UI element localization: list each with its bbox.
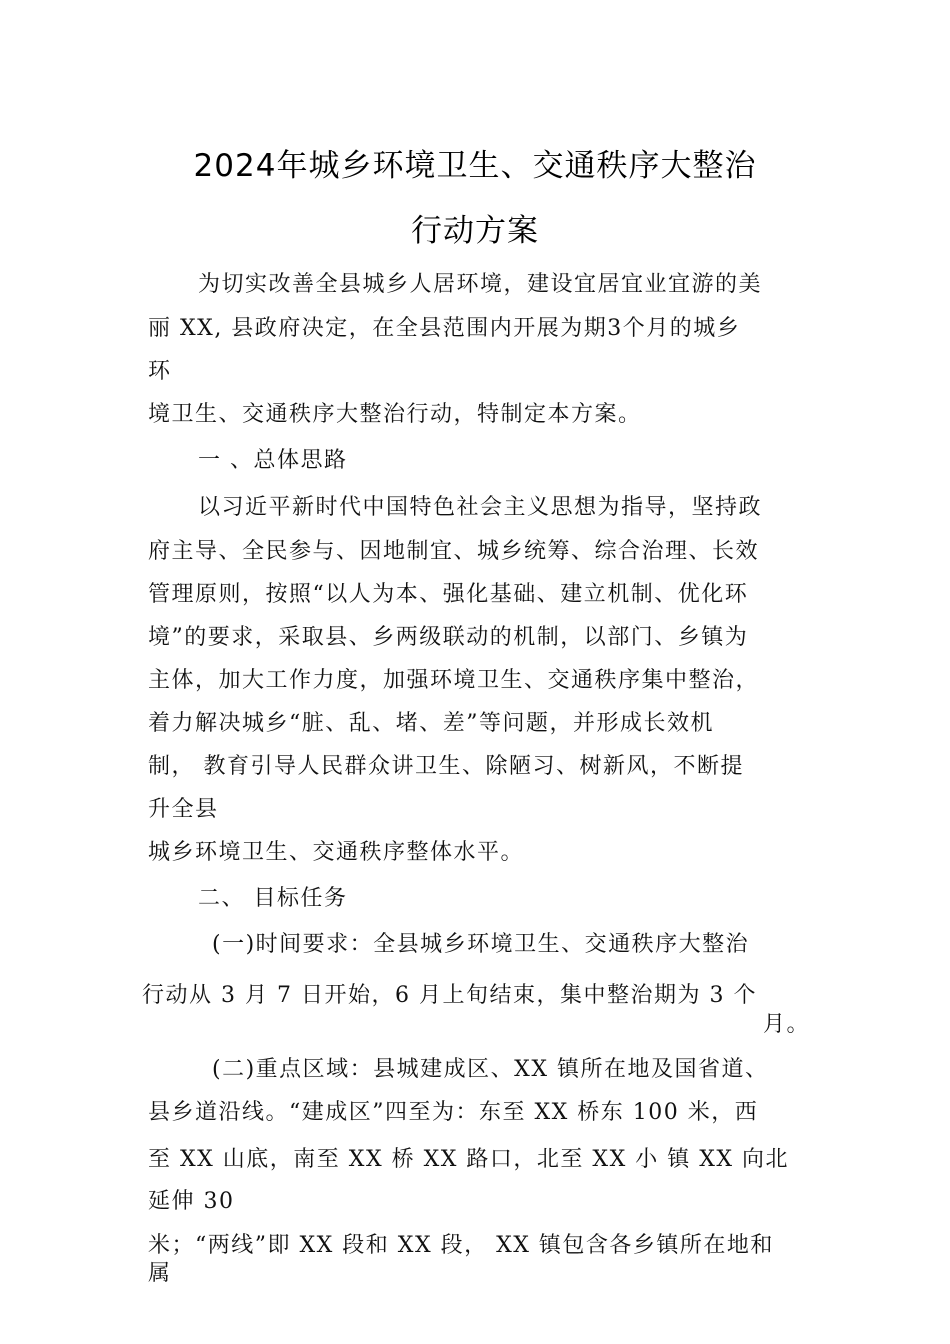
body-line: 境卫生、交通秩序大整治行动，特制定本方案。 xyxy=(148,402,642,427)
body-line: 境”的要求，采取县、乡两级联动的机制，以部门、乡镇为 xyxy=(148,625,749,650)
document-title-line-2: 行动方案 xyxy=(411,213,539,249)
body-line: 管理原则，按照“以人为本、强化基础、建立机制、优化环 xyxy=(148,582,749,607)
body-line: 米；“两线”即 XX 段和 XX 段， XX 镇包含各乡镇所在地和 xyxy=(148,1233,774,1258)
body-line: 着力解决城乡“脏、乱、堵、差”等问题，并形成长效机 xyxy=(148,711,714,736)
body-line: (一)时间要求：全县城乡环境卫生、交通秩序大整治 xyxy=(212,932,750,957)
body-line: 行动从 3 月 7 日开始，6 月上旬结束，集中整治期为 3 个 xyxy=(142,983,757,1008)
body-line: 月。 xyxy=(763,1012,811,1037)
body-line: 以习近平新时代中国特色社会主义思想为指导，坚持政 xyxy=(198,495,763,520)
body-line: 城乡环境卫生、交通秩序整体水平。 xyxy=(148,840,525,865)
body-line: 属 xyxy=(148,1261,172,1286)
section-heading: 一 、总体思路 xyxy=(198,448,348,473)
body-line: (二)重点区域：县城建成区、XX 镇所在地及国省道、 xyxy=(212,1057,769,1082)
document-title-line-1: 2024年城乡环境卫生、交通秩序大整治 xyxy=(193,148,757,184)
body-line: 县乡道沿线。“建成区”四至为：东至 XX 桥东 100 米，西 xyxy=(148,1100,759,1125)
body-line: 环 xyxy=(148,359,172,384)
body-line: 主体，加大工作力度，加强环境卫生、交通秩序集中整治， xyxy=(148,668,760,693)
body-line: 至 XX 山底，南至 XX 桥 XX 路口，北至 XX 小 镇 XX 向北 xyxy=(148,1147,790,1172)
body-line: 制， 教育引导人民群众讲卫生、除陋习、树新风，不断提 xyxy=(148,754,744,779)
body-line: 为切实改善全县城乡人居环境，建设宜居宜业宜游的美 xyxy=(198,272,763,297)
body-line: 府主导、全民参与、因地制宜、城乡统筹、综合治理、长效 xyxy=(148,539,760,564)
section-heading: 二、 目标任务 xyxy=(198,886,348,911)
body-line: 升全县 xyxy=(148,797,219,822)
body-line: 延伸 30 xyxy=(148,1189,235,1214)
body-line: 丽 XX, 县政府决定，在全县范围内开展为期3个月的城乡 xyxy=(148,316,741,341)
